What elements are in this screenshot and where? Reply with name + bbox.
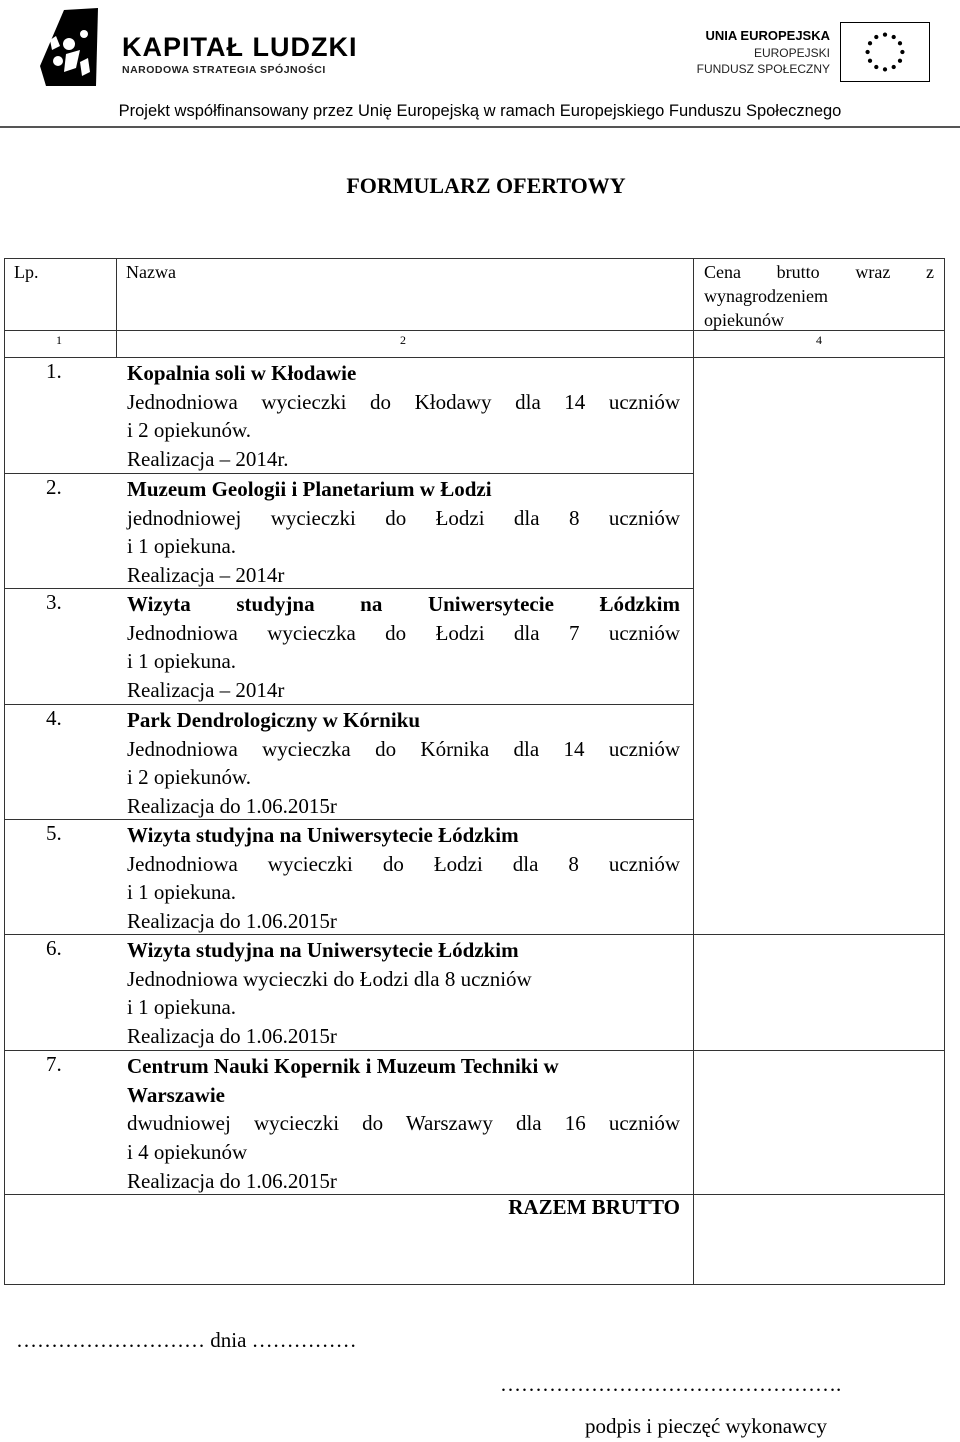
row-title: Park Dendrologiczny w Kórniku xyxy=(127,708,421,732)
row-number: 7. xyxy=(46,1052,62,1076)
eu-logo xyxy=(690,22,940,84)
header-lp: Lp. xyxy=(14,262,39,282)
row-number: 5. xyxy=(46,821,62,845)
table-divider xyxy=(4,330,945,331)
page-header xyxy=(0,0,960,130)
header-divider xyxy=(0,126,960,128)
row-line: Jednodniowa wycieczka do Łodzi dla 7 uczniów xyxy=(127,620,680,645)
row-line: Jednodniowa wycieczki do Kłodawy dla 14 uczniów xyxy=(127,389,680,414)
column-number: 2 xyxy=(400,333,406,347)
row-title: Wizyta studyjna na Uniwersytecie Łódzkim xyxy=(127,592,680,616)
row-line: i 2 opiekunów. xyxy=(127,765,252,790)
table-row xyxy=(127,359,680,474)
table-row xyxy=(127,1052,680,1196)
kapital-ludzki-title: KAPITAŁ LUDZKI xyxy=(122,32,358,62)
row-title: Wizyta studyjna na Uniwersytecie Łódzkim xyxy=(127,823,519,847)
project-cofinancing-line: Projekt współfinansowany przez Unię Europejską w ramach Europejskiego Funduszu Społecznego xyxy=(118,102,842,120)
row-line: i 1 opiekuna. xyxy=(127,880,237,905)
row-line: Realizacja – 2014r. xyxy=(127,447,289,472)
row-number: 4. xyxy=(46,706,62,730)
table-divider xyxy=(116,258,117,357)
row-line: Realizacja – 2014r xyxy=(127,678,285,703)
date-line: ……………………… dnia …………… xyxy=(16,1328,357,1352)
row-line: Realizacja do 1.06.2015r xyxy=(127,909,337,934)
row-line: i 1 opiekuna. xyxy=(127,995,237,1020)
table-divider xyxy=(693,258,694,1285)
row-line: i 2 opiekunów. xyxy=(127,418,252,443)
row-line: Realizacja do 1.06.2015r xyxy=(127,1168,337,1193)
eu-logo-line1: UNIA EUROPEJSKA xyxy=(705,28,830,43)
row-line: i 4 opiekunów xyxy=(127,1140,248,1165)
row-number: 6. xyxy=(46,936,62,960)
header-nazwa: Nazwa xyxy=(126,262,176,282)
column-number: 1 xyxy=(56,333,62,347)
page-title: FORMULARZ OFERTOWY xyxy=(346,173,626,198)
row-line: Jednodniowa wycieczki do Łodzi dla 8 uczniów xyxy=(127,966,532,991)
eu-logo-line2: EUROPEJSKI xyxy=(753,46,830,60)
kapital-ludzki-subtitle: NARODOWA STRATEGIA SPÓJNOŚCI xyxy=(122,64,326,76)
row-line: dwudniowej wycieczki do Warszawy dla 16 uczniów xyxy=(127,1111,680,1136)
row-number: 2. xyxy=(46,475,62,499)
table-row xyxy=(127,706,680,821)
eu-flag-icon xyxy=(840,22,930,82)
column-number: 4 xyxy=(816,333,822,347)
row-title: Muzeum Geologii i Planetarium w Łodzi xyxy=(127,477,492,501)
row-title: Warszawie xyxy=(127,1082,225,1107)
signature-label: podpis i pieczęć wykonawcy xyxy=(585,1414,828,1438)
row-title: Wizyta studyjna na Uniwersytecie Łódzkim xyxy=(127,938,519,962)
row-line: jednodniowej wycieczki do Łodzi dla 8 uczniów xyxy=(127,505,680,530)
header-cena-line3: opiekunów xyxy=(704,310,784,330)
kapital-ludzki-logo-icon xyxy=(36,6,118,90)
row-line: Realizacja – 2014r xyxy=(127,563,285,588)
row-title: Centrum Nauki Kopernik i Muzeum Techniki w xyxy=(127,1054,559,1078)
row-line: Realizacja do 1.06.2015r xyxy=(127,1024,337,1049)
total-label: RAZEM BRUTTO xyxy=(508,1195,680,1219)
row-line: Realizacja do 1.06.2015r xyxy=(127,794,337,819)
table-row xyxy=(127,475,680,590)
signature-line: …………………………………………. xyxy=(500,1372,842,1396)
table-row xyxy=(127,590,680,705)
eu-logo-line3: FUNDUSZ SPOŁECZNY xyxy=(696,62,830,76)
row-line: Jednodniowa wycieczka do Kórnika dla 14 uczniów xyxy=(127,736,680,761)
table-row xyxy=(127,821,680,936)
row-number: 3. xyxy=(46,590,62,614)
table-divider xyxy=(4,357,945,358)
row-number: 1. xyxy=(46,359,62,383)
row-line: Jednodniowa wycieczki do Łodzi dla 8 uczniów xyxy=(127,851,680,876)
header-cena-line2: wynagrodzeniem xyxy=(704,286,828,306)
header-cena-line1: Cena brutto wraz z xyxy=(704,262,934,282)
row-title: Kopalnia soli w Kłodawie xyxy=(127,361,357,385)
table-row xyxy=(127,936,680,1051)
row-line: i 1 opiekuna. xyxy=(127,649,237,674)
row-line: i 1 opiekuna. xyxy=(127,534,237,559)
